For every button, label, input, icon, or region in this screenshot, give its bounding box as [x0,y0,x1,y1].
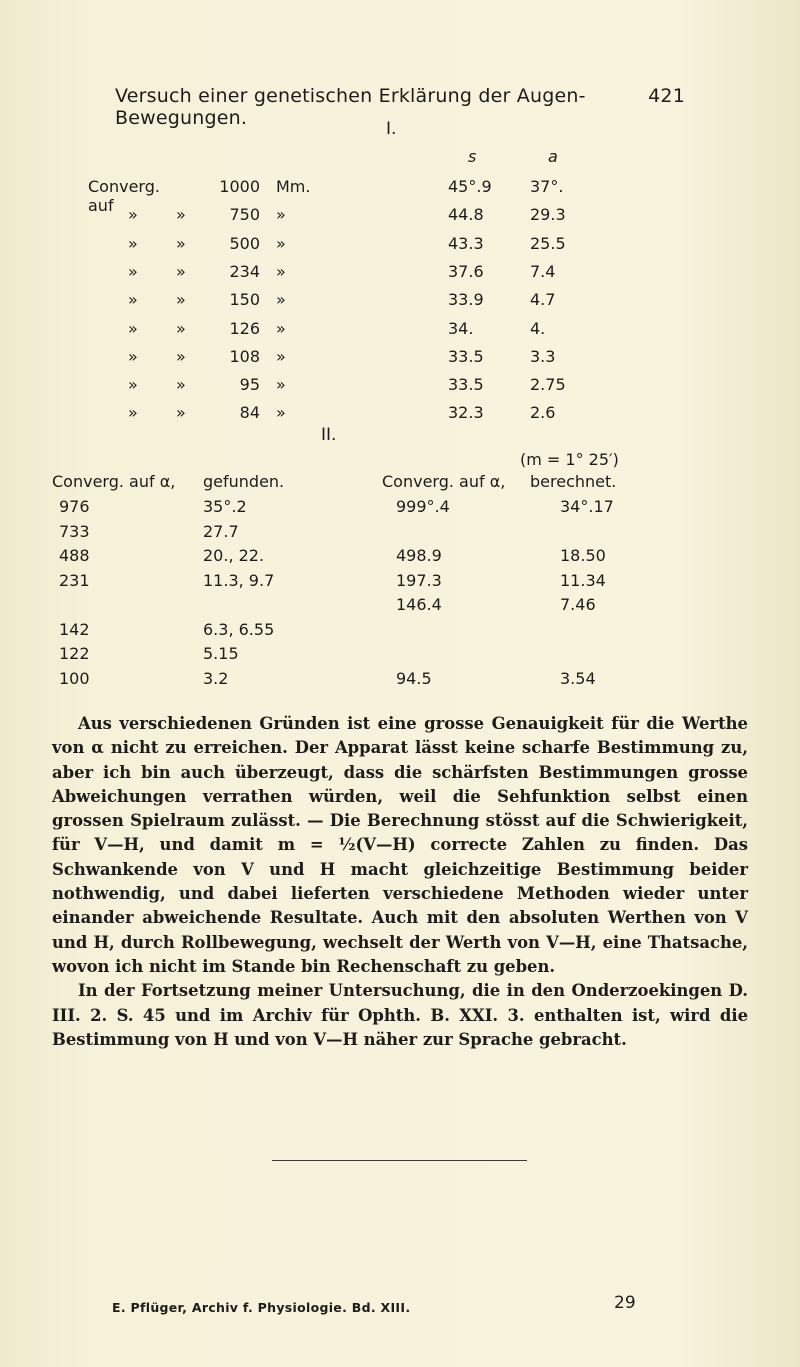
table2-row-calc: 18.50 [560,546,606,565]
table1-label: I. [386,119,397,139]
body-text [52,712,748,1052]
table1-row-ditto: » [128,233,138,253]
table1-row-ditto-mid: » [176,205,186,225]
table1-row-a: 2.6 [530,403,556,423]
table1-row-s: 33.5 [448,346,484,366]
table1-row-s: 33.9 [448,290,484,310]
table1-row-distance: 234 [229,261,260,281]
table1-row-s: 33.5 [448,375,484,395]
table2-label: II. [321,425,337,445]
table2-row-calc: 3.54 [560,668,596,688]
journal-footer: E. Pflüger, Archiv f. Physiologie. Bd. XIII. [112,1300,411,1315]
paragraph-2: In der Fortsetzung meiner Untersuchung, die in den Onderzoekingen D. III. 2. S. 45 und im Archiv für Ophth. B. XXI. 3. enthalten ist, wird die Bestimmung von H und von V—H näher zur Sprache gebracht. [52,981,748,1049]
table2-row-converg-found: 122 [59,644,90,663]
table1-row-s: 45°.9 [448,177,492,196]
running-header [115,85,685,129]
table1-row-a: 3.3 [530,346,556,366]
table1-row-ditto-mid: » [176,233,186,253]
table1-row-ditto-mid: » [176,290,186,310]
sheet-signature: 29 [614,1293,636,1313]
table1-row-s: 34. [448,318,474,338]
table2-header-2: gefunden. [203,472,285,491]
table1-row-ditto-mid: » [176,403,186,423]
table2-row-calc: 7.46 [560,595,596,614]
table1-row-unit: » [276,403,286,423]
table1-row-a: 4. [530,318,546,338]
table1-row-unit: » [276,290,286,310]
table2-row-converg-calc: 197.3 [396,570,442,590]
table1-row-ditto-mid: » [176,346,186,366]
table1-row-s: 44.8 [448,205,484,225]
table1-row-distance: 95 [239,375,260,395]
table1-col-s: s [468,147,477,166]
table2-row-converg-found: 231 [59,570,90,590]
table1-row-unit: » [276,375,286,395]
table2-row-converg-found: 142 [59,619,90,639]
table1-row-ditto-mid: » [176,375,186,395]
table1-row-ditto: » [128,261,138,281]
table1-row-distance: 500 [229,233,260,253]
table2-row-converg-calc: 498.9 [396,546,442,565]
table1-row-ditto-mid: » [176,318,186,338]
table1-row-distance: 84 [239,403,260,423]
table1-row-distance: 1000 [219,177,260,196]
table1-row-unit: » [276,261,286,281]
table2-row-found: 6.3, 6.55 [203,619,275,639]
table1-row-lead: Converg. auf [88,177,160,215]
table1-row-s: 43.3 [448,233,484,253]
paragraph-1: Aus verschiedenen Gründen ist eine grosse Genauigkeit für die Werthe von α nicht zu erreichen. Der Apparat lässt keine scharfe Bestimmung zu, aber ich bin auch überzeugt, dass die schärfsten Bestimmungen grosse Abweichungen verrathen würden, weil die Sehfunktion selbst einen grossen Spielraum zulässt. — Die Berechnung stösst auf die Schwierigkeit, für V—H, und damit m = ½(V—H) correcte Zahlen zu finden. Das Schwankende von V und H macht gleichzeitige Bestimmung beider nothwendig, und dabei lieferten verschiedene Methoden wieder unter einander abweichende Resultate. Auch mit den absoluten Werthen von V und H, durch Rollbewegung, wechselt der Werth von V—H, eine Thatsache, wovon ich nicht im Stande bin Rechenschaft zu geben. [52,714,748,976]
table1-row-unit: » [276,318,286,338]
table2-note: (m = 1° 25′) [520,450,619,469]
table2-row-found: 11.3, 9.7 [203,570,275,590]
table1-row-a: 7.4 [530,261,556,281]
table2-row-converg-calc: 999°.4 [396,497,450,516]
table1-row-ditto: » [128,346,138,366]
table1-row-ditto-mid: » [176,261,186,281]
table2-header-1: Converg. auf α, [52,472,176,491]
table2-row-converg-calc: 146.4 [396,595,442,614]
table2-row-calc: 11.34 [560,570,606,590]
table1-row-unit: Mm. [276,177,311,196]
table1-row-s: 32.3 [448,403,484,423]
table1-row-distance: 150 [229,290,260,310]
table2-row-found: 5.15 [203,644,239,663]
table1-row-unit: » [276,346,286,366]
table2-row-found: 3.2 [203,668,229,688]
table1-row-a: 4.7 [530,290,556,310]
table1-row-distance: 126 [229,318,260,338]
table2-row-converg-found: 100 [59,668,90,688]
table1-row-ditto: » [128,375,138,395]
table2-row-found: 20., 22. [203,546,265,565]
table1-row-ditto: » [128,318,138,338]
table1-row-ditto: » [128,205,138,225]
table1-col-a: a [548,147,558,166]
table1-row-a: 25.5 [530,233,566,253]
footnote-rule [272,1160,527,1161]
table2-row-converg-found: 733 [59,521,90,541]
table1-row-unit: » [276,205,286,225]
page-number: 421 [648,85,685,107]
table1-row-a: 2.75 [530,375,566,395]
table1-row-unit: » [276,233,286,253]
table1-row-ditto: » [128,403,138,423]
table2-header-3: Converg. auf α, [382,472,506,491]
table1-row-s: 37.6 [448,261,484,281]
table1-row-ditto: » [128,290,138,310]
table1-row-a: 29.3 [530,205,566,225]
running-title: Versuch einer genetischen Erklärung der Augen-Bewegungen. [115,85,586,129]
table1-row-a: 37°. [530,177,564,196]
table2-row-calc: 34°.17 [560,497,614,516]
table2-row-converg-found: 488 [59,546,90,565]
table1-row-distance: 750 [229,205,260,225]
table2-row-found: 35°.2 [203,497,247,516]
table2-row-converg-found: 976 [59,497,90,516]
table2-header-4: berechnet. [530,472,617,491]
table2-row-converg-calc: 94.5 [396,668,432,688]
table1-row-distance: 108 [229,346,260,366]
table2-row-found: 27.7 [203,521,239,541]
